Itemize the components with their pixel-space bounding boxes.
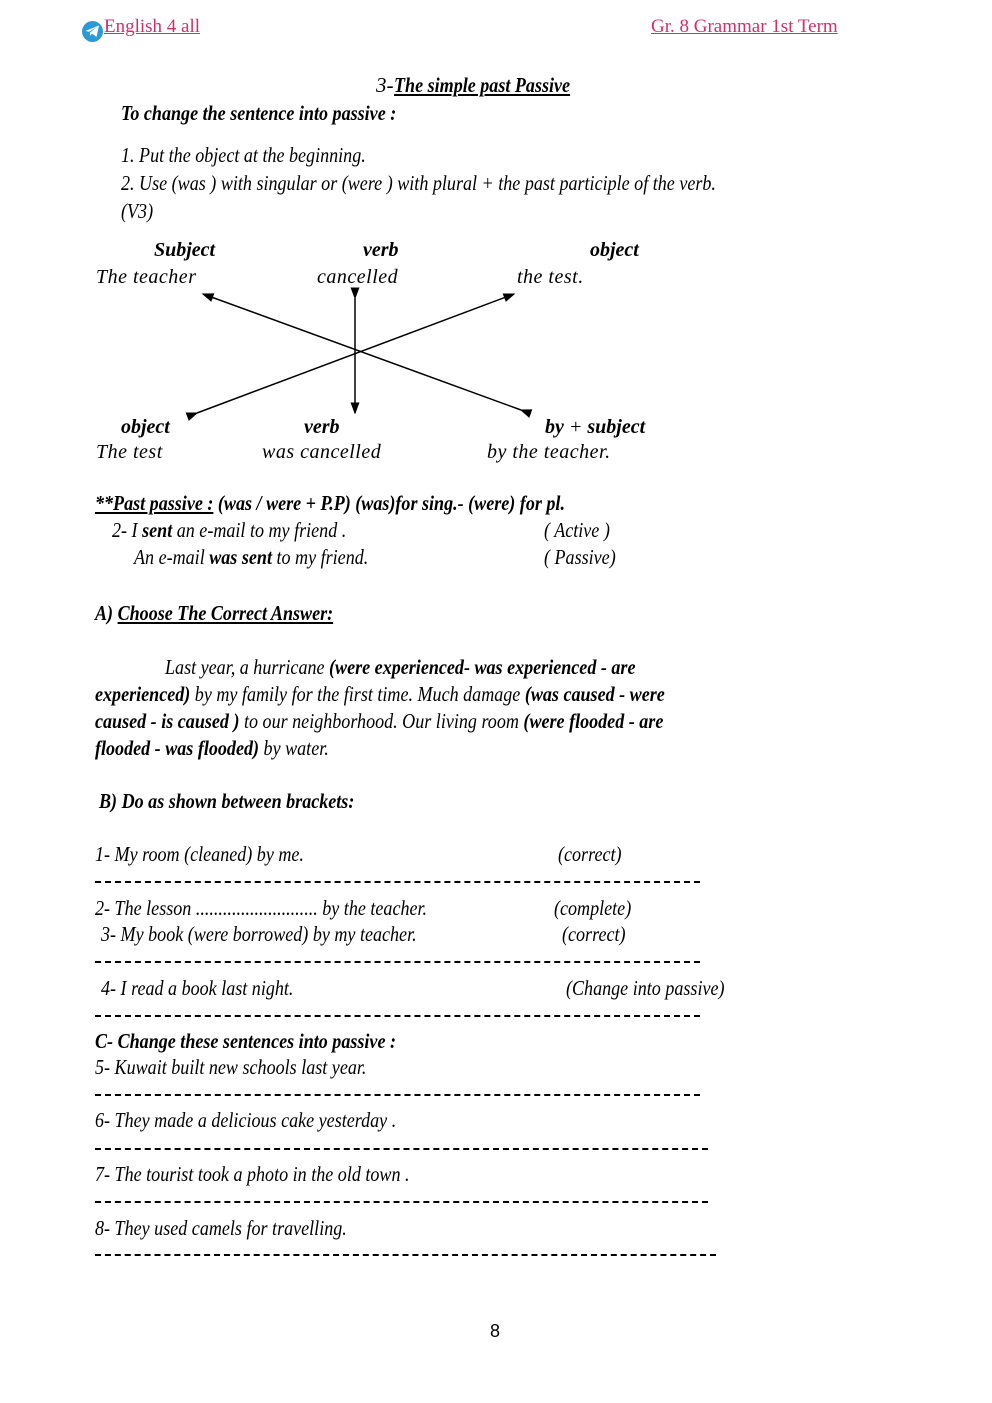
section-b-item-2: 2- The lesson ........................... by the teacher. — [95, 896, 428, 920]
answer-line-6[interactable] — [95, 1148, 708, 1150]
diagram-bottom-object: The test — [96, 441, 163, 463]
diagram-object-label: object — [590, 239, 639, 261]
past-passive-formula: (was / were + P.P) (was)for sing.- (were) for pl. — [213, 491, 565, 515]
diagram-bottom-by-subject: by the teacher. — [487, 441, 611, 463]
past-passive-rule — [95, 491, 641, 516]
section-a-line-4: flooded - was flooded) by water. — [95, 736, 329, 760]
example-active: 2- I sent an e-mail to my friend . — [112, 518, 347, 542]
section-c-item-6: 6- They made a delicious cake yesterday . — [95, 1108, 397, 1132]
diagram-bottom-object-label: object — [121, 416, 170, 438]
section-b-item-2-instruction: (complete) — [554, 896, 632, 920]
header-right-link[interactable]: Gr. 8 Grammar 1st Term — [651, 16, 838, 37]
section-a-line-2: experienced) by my family for the first time. Much damage (was caused - were — [95, 682, 665, 706]
diagram-bottom-verb: was cancelled — [262, 441, 382, 463]
page-number: 8 — [490, 1321, 501, 1341]
section-b-item-1: 1- My room (cleaned) by me. — [95, 842, 304, 866]
diagram-subject: The teacher — [96, 266, 197, 288]
section-c-item-5: 5- Kuwait built new schools last year. — [95, 1055, 367, 1079]
section-c-item-8: 8- They used camels for travelling. — [95, 1216, 347, 1240]
example-passive: An e-mail was sent to my friend. — [134, 545, 369, 569]
example-active-tag: ( Active ) — [544, 518, 610, 542]
section-a-heading: A) Choose The Correct Answer: — [95, 601, 334, 625]
answer-line-3[interactable] — [95, 961, 700, 963]
diagram-by-subject-label: by + subject — [545, 416, 646, 438]
past-passive-label: **Past passive : — [95, 491, 214, 515]
section-b-item-3: 3- My book (were borrowed) by my teacher. — [101, 922, 417, 946]
rule-item-1: 1. Put the object at the beginning. — [121, 143, 366, 167]
diagram-verb: cancelled — [317, 266, 399, 288]
section-a-line-1: Last year, a hurricane (were experienced- was experienced - are — [165, 655, 636, 679]
answer-line-7[interactable] — [95, 1201, 708, 1203]
section-b-heading: B) Do as shown between brackets: — [99, 789, 355, 813]
section-b-item-3-instruction: (correct) — [562, 922, 626, 946]
answer-line-8[interactable] — [95, 1254, 716, 1256]
diagram-arrows — [0, 0, 992, 470]
title-number: 3- — [376, 73, 394, 97]
diagram-subject-label: Subject — [154, 239, 216, 261]
title-text: The simple past Passive — [393, 73, 570, 97]
answer-line-1[interactable] — [95, 881, 700, 883]
answer-line-4[interactable] — [95, 1015, 700, 1017]
section-b-item-4: 4- I read a book last night. — [101, 976, 294, 1000]
rules-heading: To change the sentence into passive : — [121, 101, 397, 125]
section-b-item-1-instruction: (correct) — [558, 842, 622, 866]
diagram-bottom-verb-label: verb — [304, 416, 340, 438]
section-c-item-7: 7- The tourist took a photo in the old town . — [95, 1162, 410, 1186]
header-left-link[interactable]: English 4 all — [104, 16, 201, 37]
rule-item-3: (V3) — [121, 199, 154, 223]
example-passive-tag: ( Passive) — [544, 545, 616, 569]
diagram-object: the test. — [517, 266, 584, 288]
answer-line-5[interactable] — [95, 1094, 700, 1096]
rule-item-2: 2. Use (was ) with singular or (were ) with plural + the past participle of the verb. — [121, 171, 716, 195]
section-c-heading: C- Change these sentences into passive : — [95, 1029, 396, 1053]
section-a-line-3: caused - is caused ) to our neighborhood. Our living room (were flooded - are — [95, 709, 664, 733]
section-b-item-4-instruction: (Change into passive) — [566, 976, 725, 1000]
diagram-verb-label: verb — [363, 239, 399, 261]
